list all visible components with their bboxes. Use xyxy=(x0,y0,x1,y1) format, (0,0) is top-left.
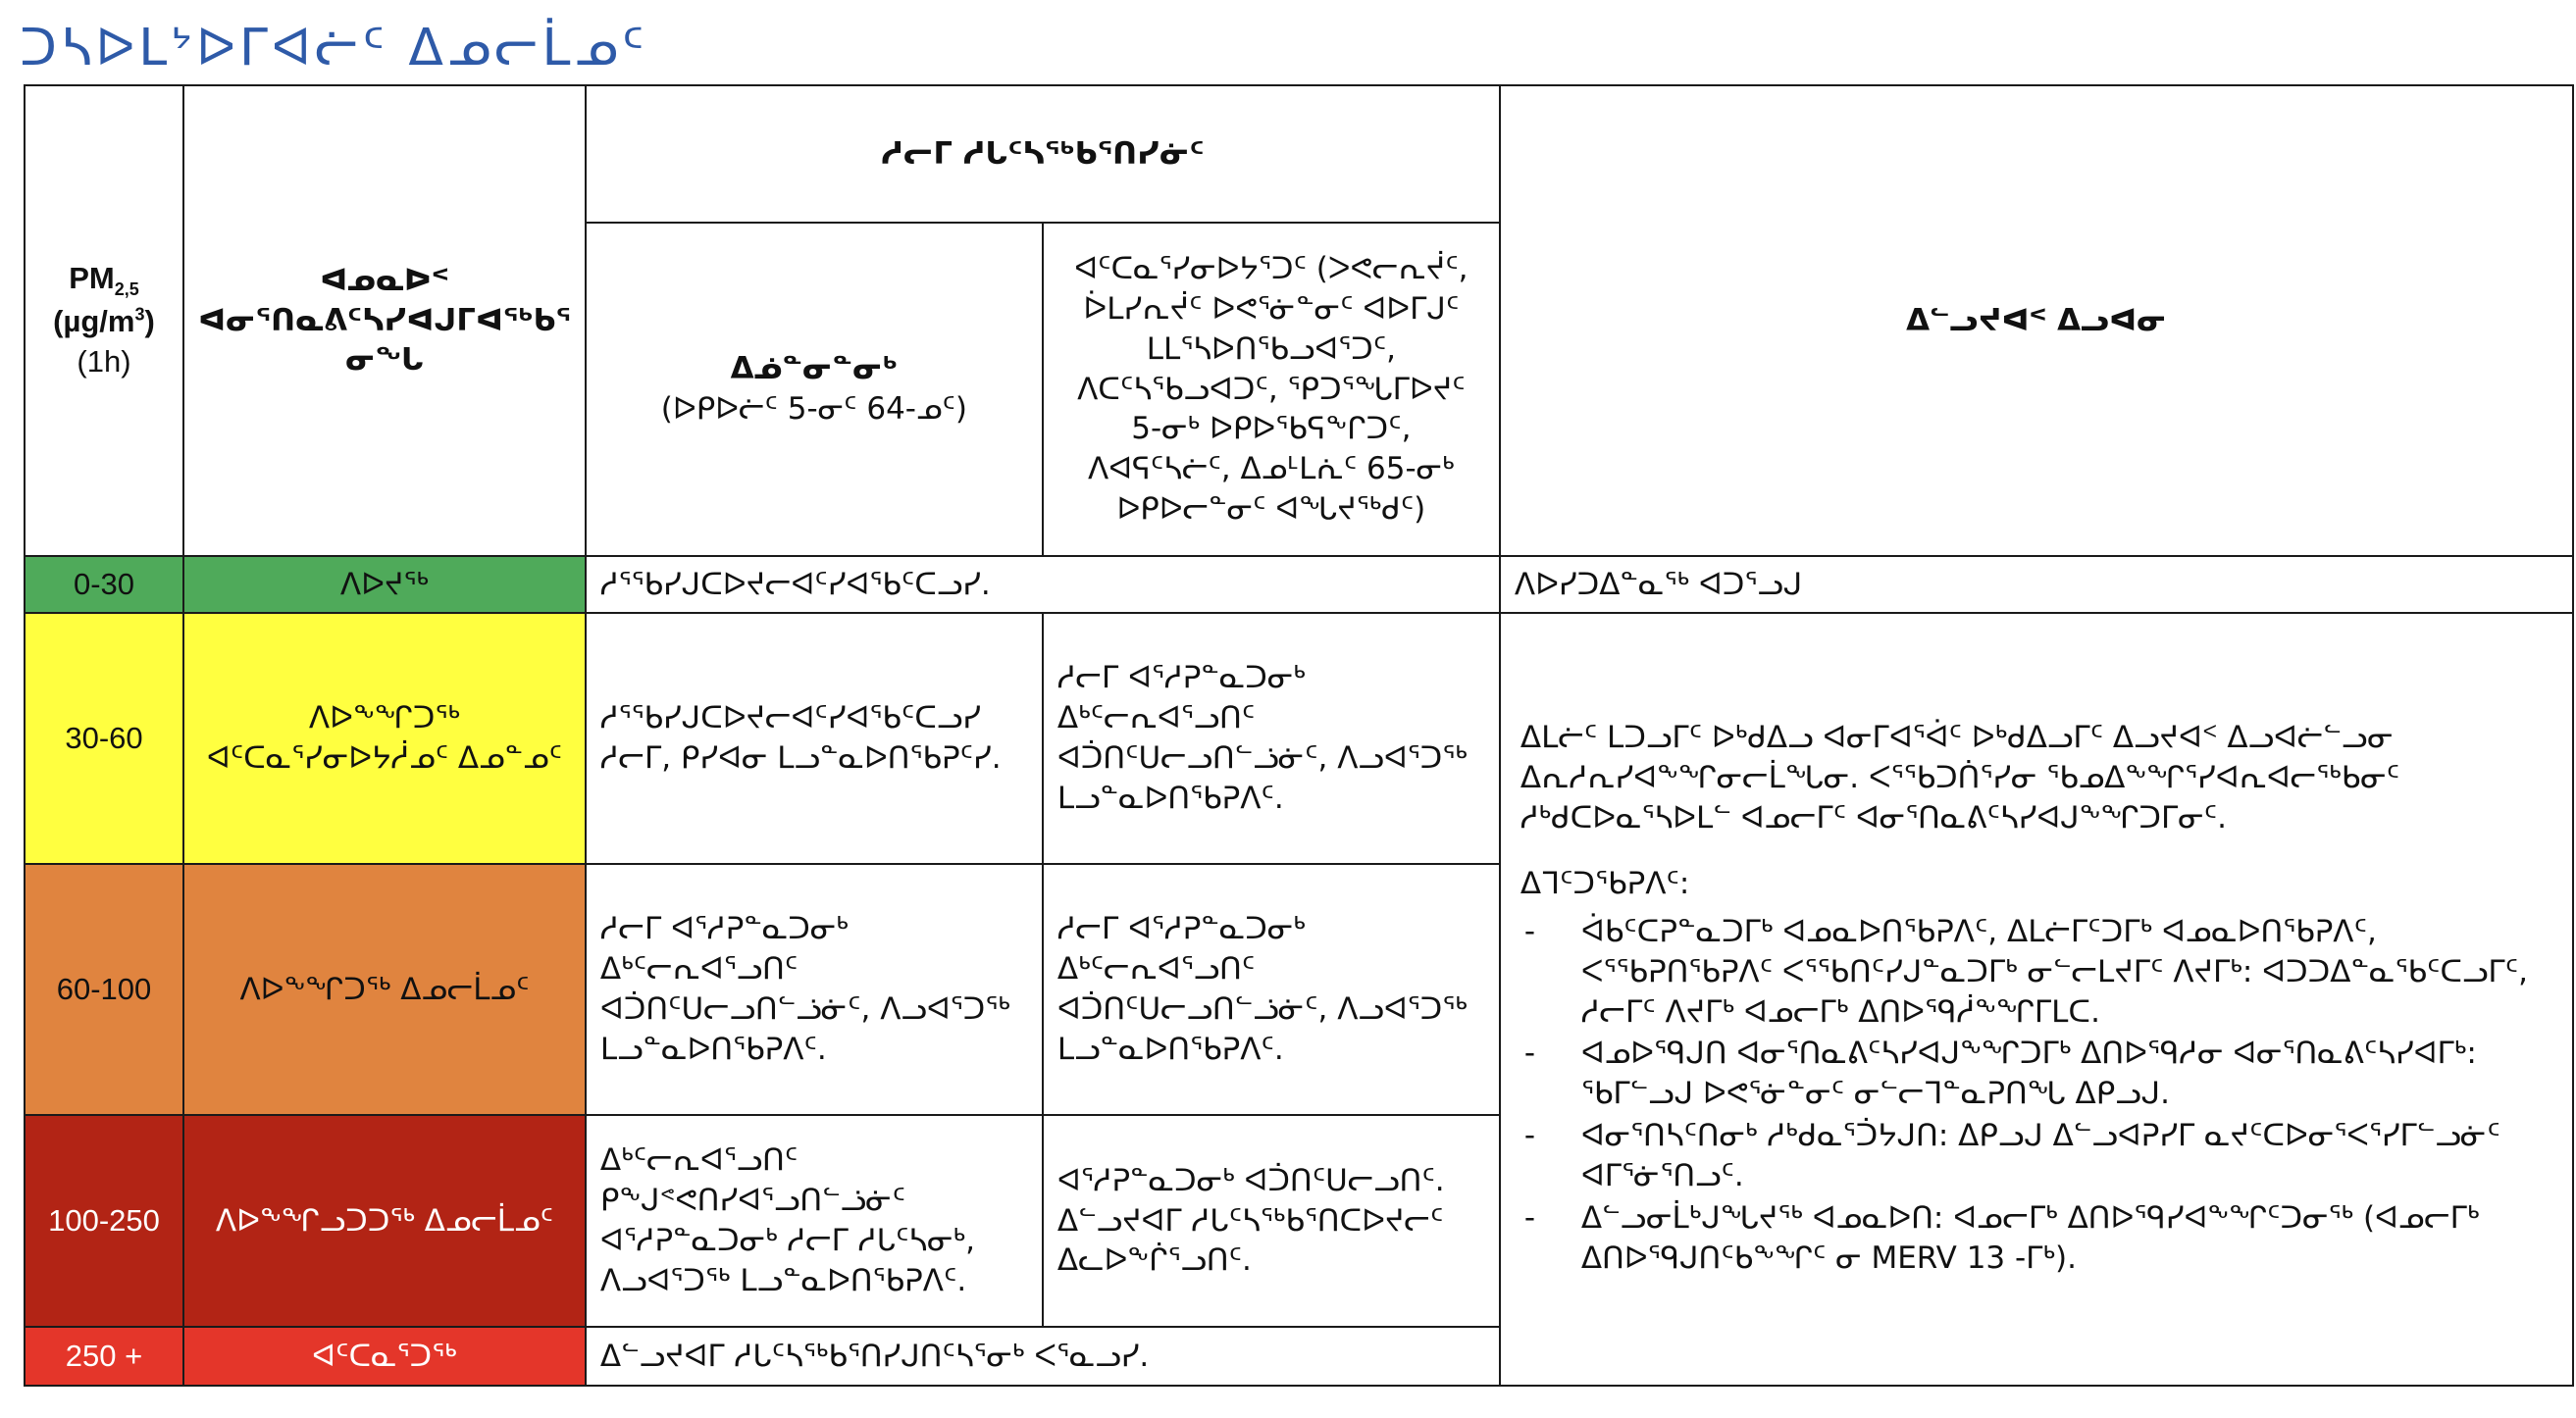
level-name: ᐱᐅᖕᖏᑐᖅ ᐊᑦᑕᓇᕐᓯᓂᐅᔭᓲᓄᑦ ᐃᓄᓐᓄᑦ xyxy=(183,613,586,864)
sensitive-advice: ᓱᓕᒥ ᐊᕐᓱᕈᓐᓇᑐᓂᒃ ᐃᒃᑦᓕᕆᐊᕐᓗᑎᑦ ᐊᑑᑎᑦᑌᓕᓗᑎᓪᓘᓃᑦ, ᐱᓗᐊᕐᑐᖅ ᒪᓗᓐᓇᐅᑎᖃᕈᐱᑦ. xyxy=(1043,613,1500,864)
level-range: 100-250 xyxy=(25,1115,183,1327)
indoor-advice: ᐱᐅᓯᑐᐃᓐᓇᖅ ᐊᑐᕐᓗᒍ xyxy=(1500,556,2573,613)
list-item: - ᐋᑲᑦᑕᕈᓐᓇᑐᒥᒃ ᐊᓄᓇᐅᑎᖃᕈᐱᑦ, ᐃᒪᓖᒥᑦᑐᒥᒃ ᐊᓄᓇᐅᑎᖃᕈᐱᑦ, ᐸᕐᖃᕈᑎᖃᕈᐱᑦ ᐸᕐᖃᑎᑦᓯᒍᓐᓇᑐᒥᒃ ᓂᓪᓕᒪᔪᒥᑦ ᐱᔪᒥᒃ: ᐊᑐᑐᐃᓐᓇᖃᑦᑕᓗᒥᑦ, ᓱᓕᒥᑦ ᐱᔪᒥᒃ ᐊᓄᓕᒥᒃ ᐃᑎᐅᕐᑫᓲᖕᖏᒥᒪᑕ. xyxy=(1523,913,2528,1030)
pm-header xyxy=(25,85,183,556)
general-advice: ᐃᓪᓗᔪᐊᒥ ᓱᒐᑦᓴᖅᑲᕐᑎᓯᒍᑎᑦᓴᕐᓂᒃ ᐸᕐᓇᓗᓯ. xyxy=(586,1327,1500,1386)
level-range: 0-30 xyxy=(25,556,183,613)
pm-unit: (µg/m xyxy=(53,304,135,339)
sensitive-header: ᐊᑦᑕᓇᕐᓯᓂᐅᔭᕐᑐᑦ (ᐳᕙᓕᕆᔫᑦ, ᐆᒪᓯᕆᔫᑦ ᐅᕙᕐᓃᓐᓂᑦ ᐊᐅᒥᒍᑦ ᒪᒪᕐᓴᐅᑎᖃᓗᐊᕐᑐᑦ, ᐱᑕᑦᓴᖃᓗᐊᑐᑦ, ᕿᑐᕐᖓᒥᐅᔪᑦ 5-ᓂᒃ ᐅᑭᐅᖃᕋᖕᒋᑐᑦ, ᐱᐊᕋᑦᓴᓖᑦ, ᐃᓄᒻᒪᕇᑦ 65-ᓂᒃ ᐅᑭᐅᓕᓐᓂᑦ ᐊᖓᔪᖅᑯᑦ) xyxy=(1043,223,1500,556)
shared-indoor-advice xyxy=(1500,613,2573,1386)
level-name: ᐊᑦᑕᓇᕐᑐᖅ xyxy=(183,1327,586,1386)
list-item: - ᐃᓪᓗᓂᒫᒃᒍᖓᔪᖅ ᐊᓄᓇᐅᑎ: ᐊᓄᓕᒥᒃ ᐃᑎᐅᕐᑫᓯᐊᖕᖏᑦᑐᓂᖅ (ᐊᓄᓕᒥᒃ ᐃᑎᐅᕐᑫᒍᑎᑦᑲᖕᖏᑦ ᓂ MERV 13 -ᒥᒃ). xyxy=(1523,1200,2480,1276)
air-quality-table xyxy=(24,84,2574,1387)
category-header: ᐊᓄᓇᐅᑉ ᐊᓂᕐᑎᓇᕕᑦᓴᓯᐊᒍᒥᐊᖅᑲᕐ ᓂᖓ xyxy=(183,85,586,556)
general-advice: ᐃᒃᑦᓕᕆᐊᕐᓗᑎᑦ ᑭᖕᒍᕝᕙᑎᓯᐊᕐᓗᑎᓪᓘᓃᑦ ᐊᕐᓱᕈᓐᓇᑐᓂᒃ ᓱᓕᒥ ᓱᒐᑦᓴᓂᒃ, ᐱᓗᐊᕐᑐᖅ ᒪᓗᓐᓇᐅᑎᖃᕈᐱᑦ. xyxy=(586,1115,1043,1327)
list-item: - ᐊᓂᕐᑎᓴᑦᑎᓂᒃ ᓱᒃᑯᓇᕐᑑᔭᒍᑎ: ᐃᑭᓗᒍ ᐃᓪᓗᐊᕈᓯᒥ ᓇᔪᑦᑕᐅᓂᕐᐸᕐᓯᒥᓪᓗᓃᑦ ᐊᒥᕐᓃᕐᑎᓗᑦ. xyxy=(1523,1118,2500,1194)
general-sub: (ᐅᑭᐅᓖᑦ 5-ᓂᑦ 64-ᓄᑦ) xyxy=(660,391,967,427)
pm-sub: 2,5 xyxy=(114,279,139,300)
recommendations-title: ᐃᒣᑦᑐᖃᕈᐱᑦ: xyxy=(1520,865,1690,901)
general-advice: ᓱᓕᒥ ᐊᕐᓱᕈᓐᓇᑐᓂᒃ ᐃᒃᑦᓕᕆᐊᕐᓗᑎᑦ ᐊᑑᑎᑦᑌᓕᓗᑎᓪᓘᓃᑦ, ᐱᓗᐊᕐᑐᖅ ᒪᓗᓐᓇᐅᑎᖃᕈᐱᑦ. xyxy=(586,864,1043,1115)
table-row xyxy=(25,556,2573,613)
pm-unit-sup: 3 xyxy=(134,304,145,325)
level-name: ᐱᐅᖕᖏᓗᑐᑐᖅ ᐃᓄᓕᒫᓄᑦ xyxy=(183,1115,586,1327)
general-header xyxy=(586,223,1043,556)
level-name: ᐱᐅᖕᖏᑐᖅ ᐃᓄᓕᒫᓄᑦ xyxy=(183,864,586,1115)
level-name: ᐱᐅᔪᖅ xyxy=(183,556,586,613)
recommendations-list xyxy=(1520,912,2552,1279)
page-title: ᑐᓴᐅᒪᔾᐅᒥᐊᓖᑦ ᐃᓄᓕᒫᓄᑦ xyxy=(20,19,648,77)
sensitive-advice: ᐊᕐᓱᕈᓐᓇᑐᓂᒃ ᐊᑑᑎᑦᑌᓕᓗᑎᑦ. ᐃᓪᓗᔪᐊᒥ ᓱᒐᑦᓴᖅᑲᕐᑎᑕᐅᔪᓕᑦ ᐃᓚᐅᖕᒌᕐᓗᑎᑦ. xyxy=(1043,1115,1500,1327)
pm-period: (1h) xyxy=(77,343,131,379)
general-advice: ᓱᕐᖃᓯᒍᑕᐅᔪᓕᐊᑦᓯᐊᖃᑦᑕᓗᓯ. xyxy=(586,556,1500,613)
pm-unit-end: ) xyxy=(144,304,155,339)
level-range: 60-100 xyxy=(25,864,183,1115)
advice-header: ᐃᓪᓗᔪᐊᑉ ᐃᓗᐊᓂ xyxy=(1500,85,2573,556)
level-range: 30-60 xyxy=(25,613,183,864)
general-label: ᐃᓅᓐᓂᓐᓂᒃ xyxy=(730,351,899,387)
advice-intro: ᐃᒪᓖᑦ ᒪᑐᓗᒥᑦ ᐅᒃᑯᐃᓗ ᐊᓂᒥᐊᕐᐋᑦ ᐅᒃᑯᐃᓗᒥᑦ ᐃᓗᔪᐊᑉ ᐃᓗᐊᓖᓪᓗᓂ ᐃᕆᓱᕆᓯᐊᖕᖏᓂᓕᒫᖓᓂ. ᐸᕐᖃᑐᑏᕐᓯᓂ ᖃᓄᐃᖕᖏᕐᓯᐊᕆᐊᓕᖅᑲᓂᑦ ᓱᒃᑯᑕᐅᓇᕐᓴᐅᒪᓪ ᐊᓄᓕᒥᑦ ᐊᓂᕐᑎᓇᕕᑦᓴᓯᐊᒍᖕᖏᑐᒥᓂᑦ. xyxy=(1520,720,2400,836)
table-row xyxy=(25,613,2573,864)
sensitive-advice: ᓱᓕᒥ ᐊᕐᓱᕈᓐᓇᑐᓂᒃ ᐃᒃᑦᓕᕆᐊᕐᓗᑎᑦ ᐊᑑᑎᑦᑌᓕᓗᑎᓪᓘᓃᑦ, ᐱᓗᐊᕐᑐᖅ ᒪᓗᓐᓇᐅᑎᖃᕈᐱᑦ. xyxy=(1043,864,1500,1115)
list-item: - ᐊᓄᐅᕐᑫᒍᑎ ᐊᓂᕐᑎᓇᕕᑦᓴᓯᐊᒍᖕᖏᑐᒥᒃ ᐃᑎᐅᕐᑫᓱᓂ ᐊᓂᕐᑎᓇᕕᑦᓴᓯᐊᒥᒃ: ᖃᒥᓪᓗᒍ ᐅᕙᕐᓃᓐᓂᑦ ᓂᓪᓕᒣᓐᓇᕈᑎᖓ ᐃᑭᓗᒍ. xyxy=(1523,1036,2477,1112)
level-range: 250 + xyxy=(25,1327,183,1386)
pm-label: PM xyxy=(69,261,115,296)
group-header: ᓱᓕᒥ ᓱᒐᑦᓴᖅᑲᕐᑎᓯᓃᑦ xyxy=(586,85,1500,223)
general-advice: ᓱᕐᖃᓯᒍᑕᐅᔪᓕᐊᑦᓯᐊᖃᑦᑕᓗᓯ ᓱᓕᒥ, ᑭᓯᐊᓂ ᒪᓗᓐᓇᐅᑎᖃᕈᑦᓯ. xyxy=(586,613,1043,864)
